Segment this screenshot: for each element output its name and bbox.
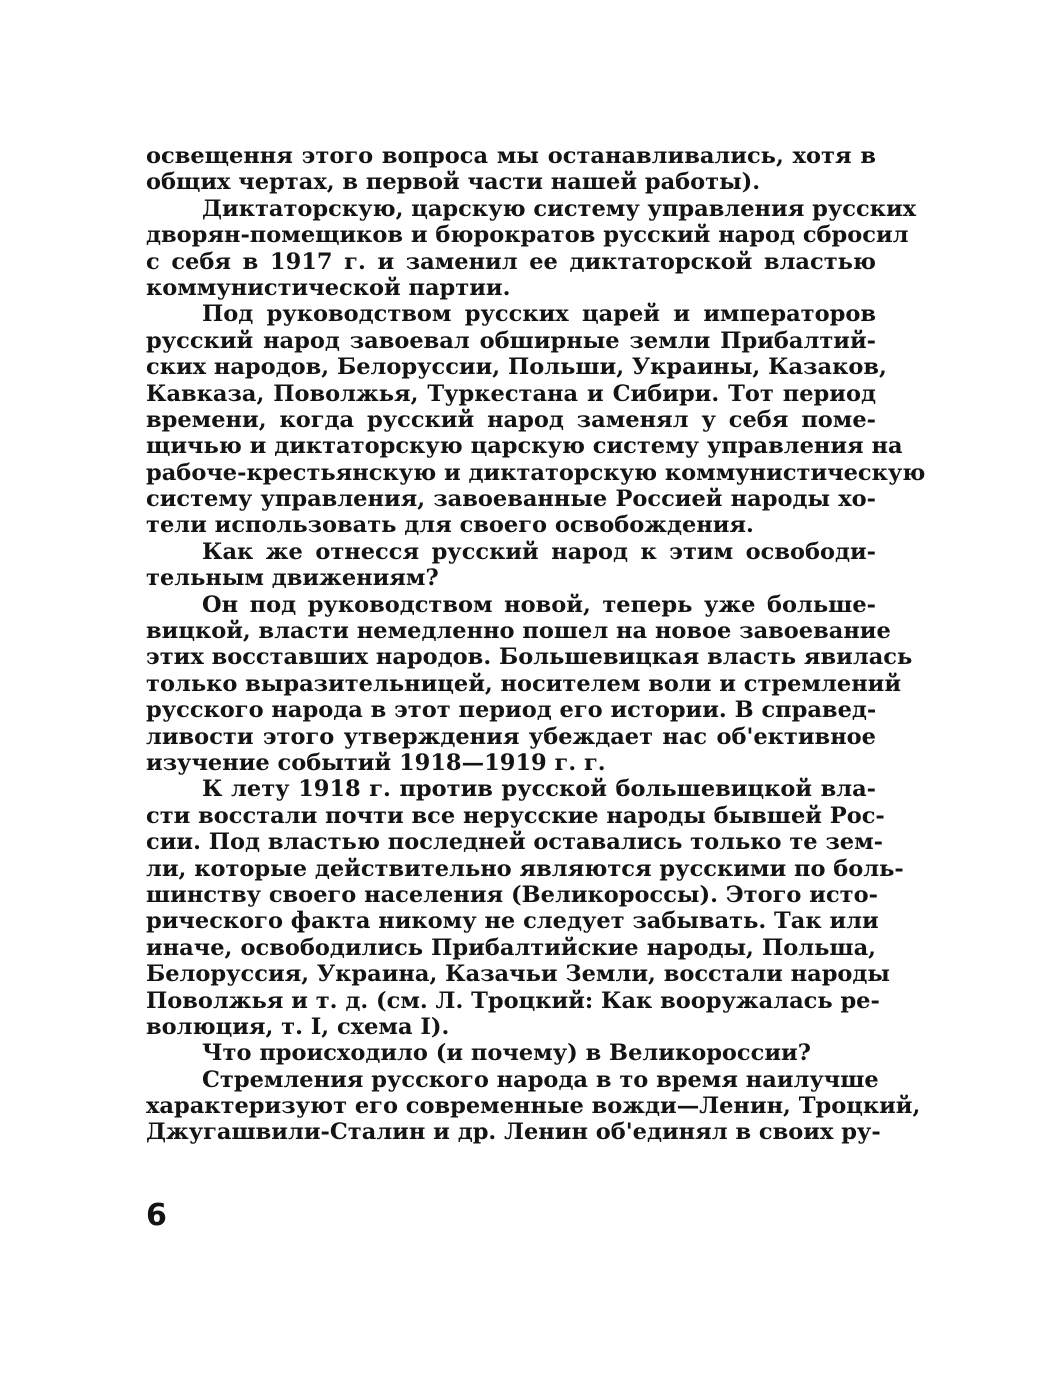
- text-line: волюция, т. I, схема I).: [146, 1013, 450, 1040]
- text-line: с себя в 1917 г. и заменил ее диктаторской властью: [146, 248, 876, 275]
- text-line: Белоруссия, Украина, Казачьи Земли, восстали народы: [146, 961, 890, 988]
- text-line: освещення этого вопроса мы останавливались, хотя в: [146, 143, 876, 169]
- text-line: Стремления русского народа в то время наилучше: [202, 1066, 879, 1093]
- text-line: дворян-помещиков и бюрократов русский народ сбросил: [146, 222, 909, 249]
- text-line: Диктаторскую, царскую систему управления русских: [202, 195, 917, 222]
- text-line: Кавказа, Поволжья, Туркестана и Сибири. Тот период: [146, 380, 876, 407]
- text-line: ли, которые действительно являются русскими по боль-: [146, 855, 904, 882]
- text-line: Под руководством русских царей и императоров: [202, 301, 876, 328]
- text-line: общих чертах, в первой части нашей работы).: [146, 169, 761, 196]
- text-line: систему управления, завоеванные Россией народы хо-: [146, 486, 876, 513]
- text-line: шинству своего населения (Великороссы). Этого исто-: [146, 881, 878, 908]
- text-line: Что происходило (и почему) в Великороссии?: [202, 1040, 811, 1067]
- page-number: 6: [146, 1198, 167, 1233]
- text-line: сии. Под властью последней оставались только те зем-: [146, 829, 883, 856]
- text-line: рабоче-крестьянскую и диктаторскую коммунистическую: [146, 459, 926, 486]
- text-line: щичью и диктаторскую царскую систему управления на: [146, 433, 903, 460]
- body-text: [146, 143, 926, 1146]
- text-line: этих восставших народов. Большевицкая власть явилась: [146, 644, 913, 671]
- text-line: ливости этого утверждения убеждает нас об'ективное: [146, 723, 876, 750]
- text-line: Джугашвили-Сталин и др. Ленин об'единял в своих ру-: [146, 1119, 881, 1146]
- text-line: вицкой, власти немедленно пошел на новое завоевание: [146, 618, 891, 645]
- text-line: тели использовать для своего освобождения.: [146, 512, 754, 539]
- text-line: тельным движениям?: [146, 565, 439, 592]
- text-line: Он под руководством новой, теперь уже больше-: [202, 591, 876, 618]
- text-line: ских народов, Белоруссии, Польши, Украины, Казаков,: [146, 354, 887, 381]
- text-line: Как же отнесся русский народ к этим освободи-: [202, 538, 876, 565]
- text-line: рического факта никому не следует забывать. Так или: [146, 908, 879, 935]
- text-line: сти восстали почти все нерусские народы бывшей Рос-: [146, 802, 885, 829]
- text-line: времени, когда русский народ заменял у себя поме-: [146, 406, 876, 433]
- text-line: иначе, освободились Прибалтийские народы, Польша,: [146, 934, 876, 961]
- text-line: коммунистической партии.: [146, 274, 511, 301]
- text-line: К лету 1918 г. против русской большевицкой вла-: [202, 776, 876, 803]
- text-line: русского народа в этот период его истории. В справед-: [146, 697, 877, 724]
- text-line: русский народ завоевал обширные земли Прибалтий-: [146, 327, 876, 354]
- text-line: характеризуют его современные вожди—Ленин, Троцкий,: [146, 1093, 921, 1120]
- text-line: Поволжья и т. д. (см. Л. Троцкий: Как вооружалась ре-: [146, 987, 880, 1014]
- text-line: изучение событий 1918—1919 г. г.: [146, 749, 606, 776]
- text-line: только выразительницей, носителем воли и стремлений: [146, 670, 902, 697]
